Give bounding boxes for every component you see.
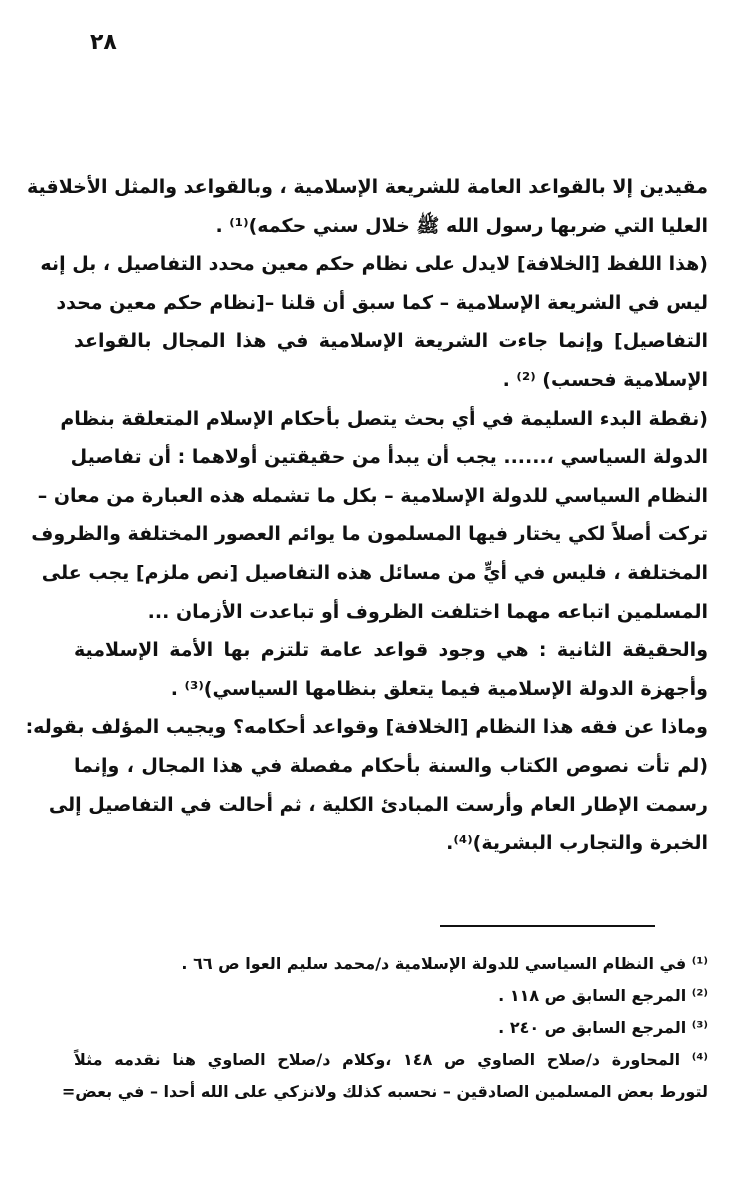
footnote: ⁽⁴⁾ المحاورة د/صلاح الصاوي ص ١٤٨ ،وكلام د/صلاح الصاوي هنا نقدمه مثلاً [74, 1050, 708, 1069]
body-line: المختلفة ، فليس في أيٍّ من مسائل هذه التفاصيل [نص ملزم] يجب على [41, 561, 708, 584]
body-line: المسلمين اتباعه مهما اختلفت الظروف أو تباعدت الأزمان ... [147, 600, 708, 623]
body-line: النظام السياسي للدولة الإسلامية – بكل ما تشمله هذه العبارة من معان – [37, 484, 708, 507]
footnote: ⁽¹⁾ في النظام السياسي للدولة الإسلامية د/محمد سليم العوا ص ٦٦ . [181, 954, 708, 973]
body-line: وماذا عن فقه هذا النظام [الخلافة] وقواعد أحكامه؟ ويجيب المؤلف بقوله: [25, 716, 708, 739]
body-line: تركت أصلاً لكي يختار فيها المسلمون ما يوائم العصور المختلفة والظروف [31, 523, 708, 546]
body-line: (نقطة البدء السليمة في أي بحث يتصل بأحكام الإسلام المتعلقة بنظام [60, 407, 708, 430]
body-line: وأجهزة الدولة الإسلامية فيما يتعلق بنظامها السياسي)⁽³⁾ . [170, 677, 708, 700]
body-line: ليس في الشريعة الإسلامية – كما سبق أن قلنا –[نظام حكم معين محدد [56, 291, 708, 314]
body-line: الخبرة والتجارب البشرية)⁽⁴⁾. [446, 832, 708, 855]
body-line: والحقيقة الثانية : هي وجود قواعد عامة تلتزم بها الأمة الإسلامية [74, 639, 708, 662]
footnote: ⁽²⁾ المرجع السابق ص ١١٨ . [498, 986, 708, 1005]
body-line: مقيدين إلا بالقواعد العامة للشريعة الإسلامية ، وبالقواعد والمثل الأخلاقية [27, 176, 708, 198]
footnote: لتورط بعض المسلمين الصادقين – نحسبه كذلك ولانزكي على الله أحدا – في بعض= [61, 1082, 708, 1101]
body-line: (هذا اللفظ [الخلافة] لايدل على نظام حكم معين محدد التفاصيل ، بل إنه [40, 253, 708, 276]
body-line: رسمت الإطار العام وأرست المبادئ الكلية ، ثم أحالت في التفاصيل إلى [48, 793, 708, 816]
body-line: الإسلامية فحسب) ⁽²⁾ . [502, 368, 708, 391]
footnote-separator [440, 925, 655, 927]
body-line: العليا التي ضربها رسول الله ﷺ خلال سني حكمه)⁽¹⁾ . [215, 214, 708, 237]
body-line: (لم تأت نصوص الكتاب والسنة بأحكام مفصلة في هذا المجال ، وإنما [74, 754, 708, 777]
footnote: ⁽³⁾ المرجع السابق ص ٢٤٠ . [498, 1018, 708, 1037]
main-text [25, 168, 708, 863]
footnotes [61, 948, 708, 1108]
page-number: ٢٨ [90, 30, 117, 55]
body-line: التفاصيل] وإنما جاءت الشريعة الإسلامية في هذا المجال بالقواعد [74, 330, 708, 353]
body-line: الدولة السياسي ،...... يجب أن يبدأ من حقيقتين أولاهما : أن تفاصيل [70, 446, 708, 469]
